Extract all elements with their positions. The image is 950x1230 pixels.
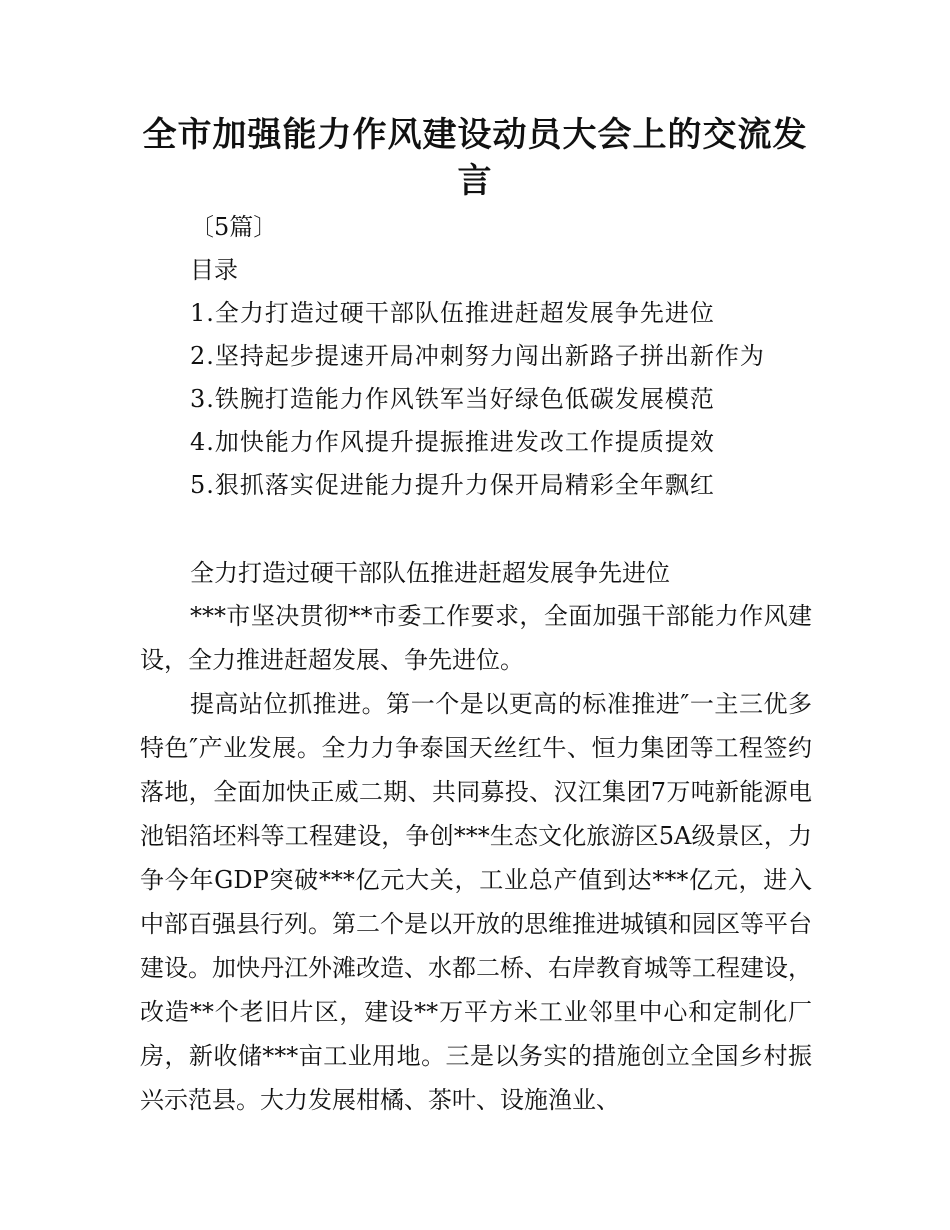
toc-item: 3.铁腕打造能力作风铁军当好绿色低碳发展模范 xyxy=(190,385,715,413)
toc-item: 5.狠抓落实促进能力提升力保开局精彩全年飘红 xyxy=(190,471,715,499)
toc-item: 4.加快能力作风提升提振推进发改工作提质提效 xyxy=(190,428,715,456)
count-note: 〔5篇〕 xyxy=(190,213,278,241)
body-paragraph: 提高站位抓推进。第一个是以更高的标准推进″一主三优多特色″产业发展。全力力争泰国天丝红牛、恒力集团等工程签约落地，全面加快正威二期、共同募投、汉江集团7万吨新能源电池铝箔坯料等工程建设，争创***生态文化旅游区5A级景区，力争今年GDP突破***亿元大关，工业总产值到达***亿元，进入中部百强县行列。第二个是以开放的思维推进城镇和园区等平台建设。加快丹江外滩改造、水都二桥、右岸教育城等工程建设，改造**个老旧片区，建设**万平方米工业邻里中心和定制化厂房，新收储***亩工业用地。三是以务实的措施创立全国乡村振兴示范县。大力发展柑橘、茶叶、设施渔业、 xyxy=(140,690,812,1114)
toc-item: 2.坚持起步提速开局冲刺努力闯出新路子拼出新作为 xyxy=(190,342,765,370)
toc-heading: 目录 xyxy=(190,256,238,284)
section-title: 全力打造过硬干部队伍推进赶超发展争先进位 xyxy=(190,559,670,587)
toc-item: 1.全力打造过硬干部队伍推进赶超发展争先进位 xyxy=(190,299,715,327)
body-paragraph: ***市坚决贯彻**市委工作要求，全面加强干部能力作风建设，全力推进赶超发展、争先进位。 xyxy=(140,602,812,674)
document-title: 全市加强能力作风建设动员大会上的交流发言 xyxy=(142,115,808,201)
